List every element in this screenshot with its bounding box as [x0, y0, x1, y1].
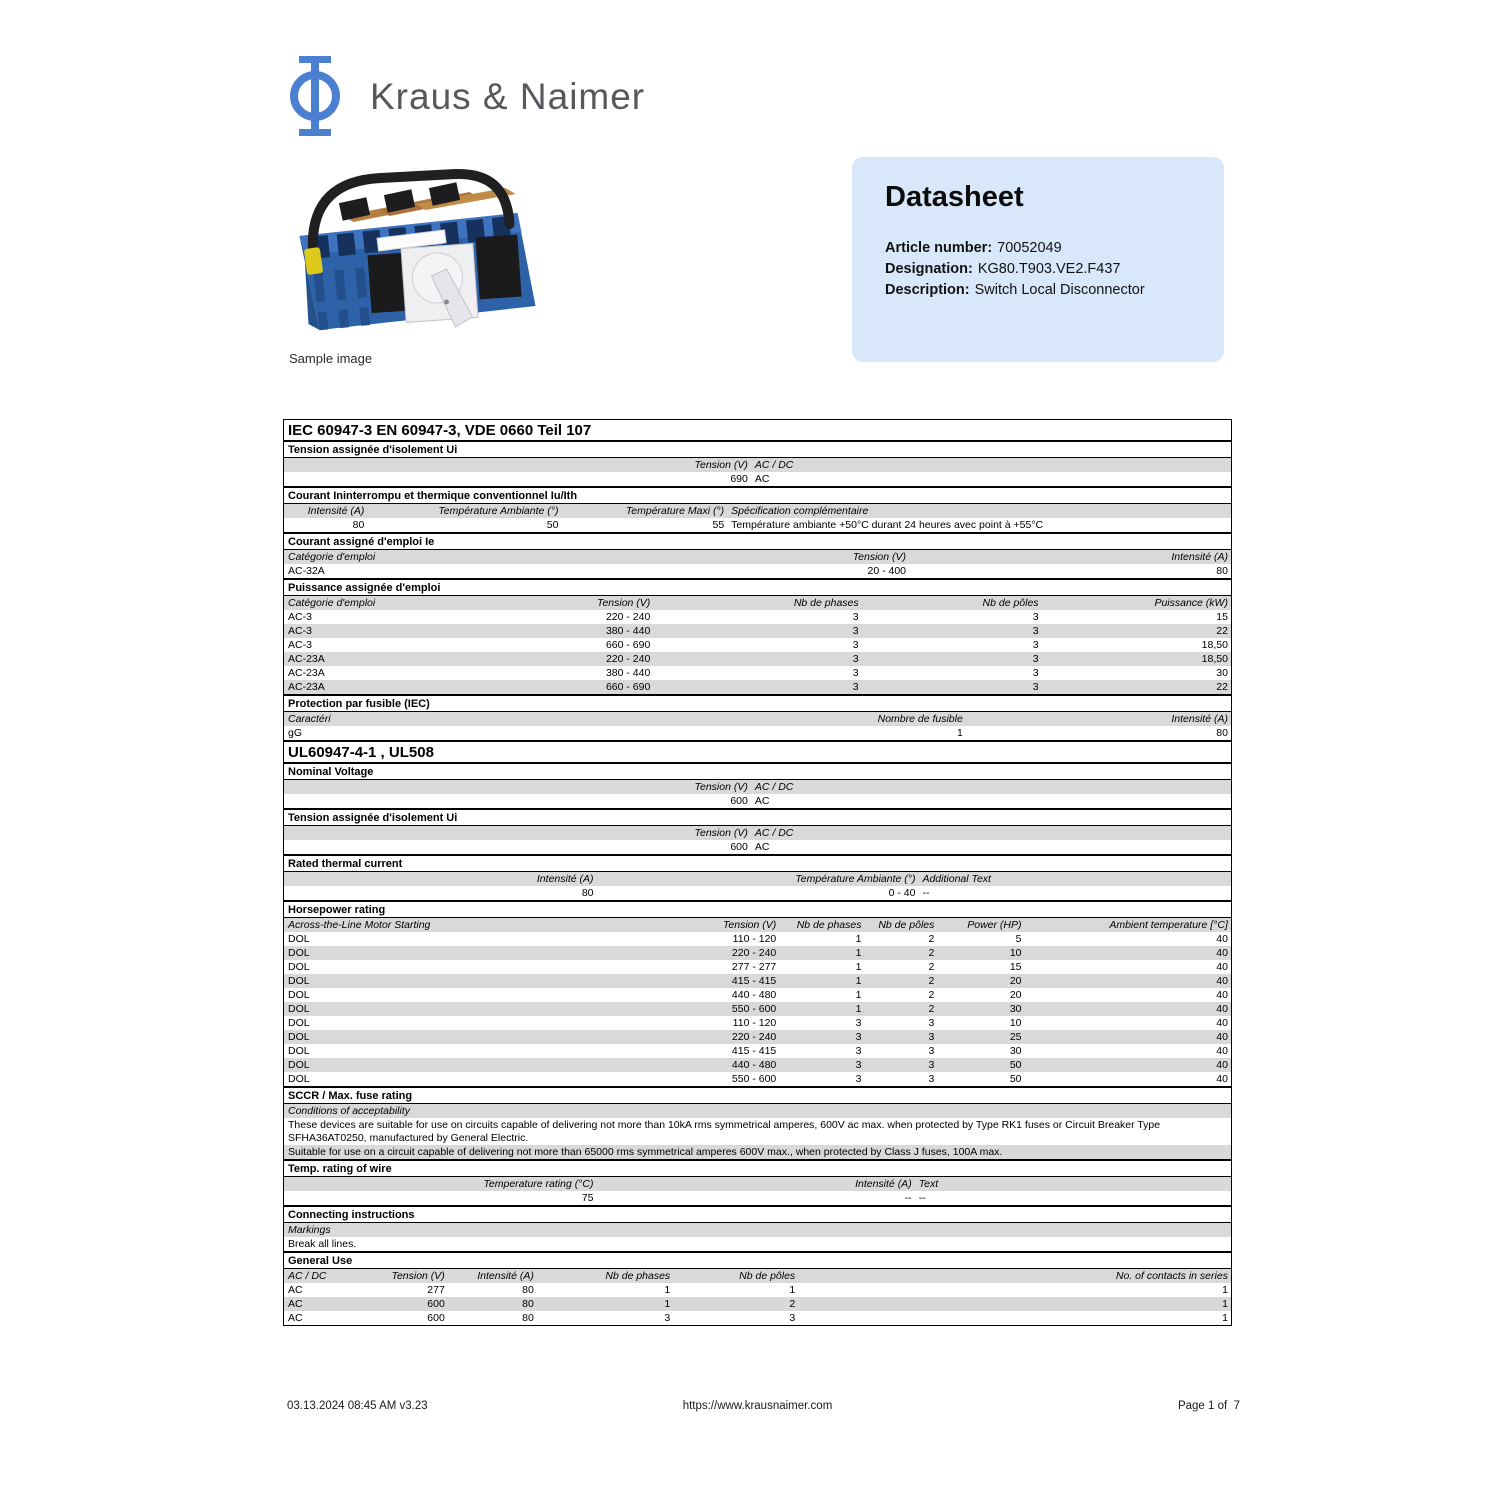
table-cell: --	[904, 1191, 912, 1204]
table-row	[284, 988, 1231, 1002]
table-cell: AC / DC	[754, 780, 794, 793]
designation-field	[885, 259, 1200, 280]
table-section-title	[284, 694, 1231, 712]
table-cell: 3	[1032, 610, 1039, 623]
table-cell: 3	[1032, 652, 1039, 665]
table-cell: Tension (V)	[722, 918, 777, 931]
table-cell: 2	[928, 932, 935, 945]
table-cell: 40	[1216, 1058, 1228, 1071]
table-cell: Courant Ininterrompu et thermique conventionnel Iu/Ith	[288, 489, 578, 502]
table-cell: 40	[1216, 960, 1228, 973]
table-cell: AC	[754, 794, 770, 807]
table-row	[284, 610, 1231, 624]
table-cell: 40	[1216, 974, 1228, 987]
table-cell: 0 - 40	[888, 886, 916, 899]
table-cell: Tension (V)	[694, 458, 748, 471]
table-cell: 1	[855, 988, 862, 1001]
table-header-row	[284, 872, 1231, 886]
table-cell: 18,50	[1201, 638, 1228, 651]
table-cell: 80	[581, 886, 594, 899]
table-row	[284, 1072, 1231, 1086]
table-cell: Intensité (A)	[1171, 550, 1228, 563]
table-section-title	[284, 900, 1231, 918]
table-cell: IEC 60947-3 EN 60947-3, VDE 0660 Teil 107	[288, 421, 592, 439]
table-cell: 660 - 690	[605, 638, 651, 651]
table-cell: Horsepower rating	[288, 903, 386, 916]
table-row	[284, 1016, 1231, 1030]
table-header-row	[284, 1177, 1231, 1191]
table-cell: 2	[928, 988, 935, 1001]
table-cell: 80	[522, 1297, 534, 1310]
table-row	[284, 1145, 1231, 1159]
footer-page-number: Page 1 of 7	[1177, 1400, 1240, 1412]
table-cell: Nb de phases	[793, 596, 859, 609]
table-cell: DOL	[288, 1072, 310, 1085]
table-cell: 1	[1222, 1297, 1228, 1310]
table-section-title	[284, 1251, 1231, 1269]
table-cell: 3	[852, 624, 859, 637]
table-cell: Température ambiante +50°C durant 24 heures avec point à +55°C	[731, 518, 1044, 531]
table-cell: --	[922, 886, 930, 899]
datasheet-title: Datasheet	[885, 181, 1024, 213]
table-cell: No. of contacts in series	[1115, 1269, 1228, 1282]
table-cell: AC-3	[288, 624, 312, 637]
table-cell: Température Maxi (°)	[625, 504, 725, 517]
table-header-row	[284, 596, 1231, 610]
table-cell: AC	[754, 472, 770, 485]
table-cell: 80	[352, 518, 365, 531]
table-cell: 3	[928, 1044, 935, 1057]
table-cell: Tension (V)	[597, 596, 651, 609]
table-section-title	[284, 854, 1231, 872]
table-header-row	[284, 918, 1231, 932]
table-section-title	[284, 1205, 1231, 1223]
table-cell: 2	[928, 946, 935, 959]
table-row	[284, 564, 1231, 578]
table-row	[284, 1297, 1231, 1311]
table-cell: DOL	[288, 960, 310, 973]
field-value: 70052049	[997, 240, 1062, 256]
table-cell: 2	[928, 1002, 935, 1015]
table-header-row	[284, 504, 1231, 518]
table-cell: 50	[1009, 1072, 1022, 1085]
table-cell: 3	[852, 638, 859, 651]
table-row	[284, 726, 1231, 740]
table-cell: 55	[712, 518, 725, 531]
table-cell: 40	[1216, 1016, 1228, 1029]
table-cell: Protection par fusible (IEC)	[288, 697, 430, 710]
table-cell: Intensité (A)	[855, 1177, 912, 1190]
table-cell: 3	[852, 680, 859, 693]
footer-date-version: 03.13.2024 08:45 AM v3.23	[287, 1400, 428, 1412]
table-cell: Connecting instructions	[288, 1208, 415, 1221]
table-cell: 440 - 480	[731, 1058, 777, 1071]
table-cell: Nb de phases	[605, 1269, 671, 1282]
table-cell: 380 - 440	[605, 624, 651, 637]
table-cell: Additional Text	[922, 872, 991, 885]
table-cell: 3	[928, 1016, 935, 1029]
table-cell: 40	[1216, 946, 1228, 959]
table-cell: DOL	[288, 1044, 310, 1057]
table-cell: 3	[855, 1030, 862, 1043]
table-cell: Tension (V)	[694, 780, 748, 793]
table-cell: 22	[1216, 680, 1228, 693]
product-photo	[283, 158, 558, 348]
table-cell: DOL	[288, 1016, 310, 1029]
table-section-title	[284, 532, 1231, 550]
table-cell: 40	[1216, 1030, 1228, 1043]
table-row	[284, 974, 1231, 988]
table-cell: Ambient temperature [°C]	[1109, 918, 1228, 931]
table-cell: AC / DC	[754, 458, 794, 471]
table-cell: 3	[1032, 666, 1039, 679]
table-cell: Puissance (kW)	[1154, 596, 1228, 609]
table-cell: gG	[288, 726, 303, 739]
table-cell: 2	[928, 974, 935, 987]
logo-text: Kraus & Naimer	[370, 76, 646, 117]
table-cell: Intensité (A)	[477, 1269, 534, 1282]
table-cell: UL60947-4-1 , UL508	[288, 743, 434, 761]
table-section-title	[284, 486, 1231, 504]
table-cell: DOL	[288, 1058, 310, 1071]
table-cell: 40	[1216, 1002, 1228, 1015]
table-row	[284, 946, 1231, 960]
table-cell: Nb de pôles	[878, 918, 935, 931]
table-cell: 3	[852, 610, 859, 623]
table-cell: 1	[956, 726, 963, 739]
table-cell: 5	[1015, 932, 1022, 945]
table-cell: Intensité (A)	[536, 872, 594, 885]
table-cell: 220 - 240	[605, 652, 651, 665]
table-cell: 80	[1216, 726, 1228, 739]
table-row	[284, 1283, 1231, 1297]
table-cell: 550 - 600	[731, 1002, 777, 1015]
table-cell: Intensité (A)	[1171, 712, 1228, 725]
table-cell: Puissance assignée d'emploi	[288, 581, 441, 594]
table-cell: 110 - 120	[732, 1016, 777, 1029]
table-cell: 3	[664, 1311, 671, 1324]
table-cell: 220 - 240	[731, 946, 777, 959]
table-cell: 75	[581, 1191, 594, 1204]
table-cell: Break all lines.	[288, 1237, 357, 1250]
table-cell: 660 - 690	[605, 680, 651, 693]
table-cell: These devices are suitable for use on circuits capable of delivering not more than 10kA rms symmetrical amperes, 600V ac max. when protected by Type RK1 fuses or Circuit Breaker Type SFHA36AT0250, manufactured by General Electric.	[288, 1118, 1161, 1144]
table-row	[284, 518, 1231, 532]
table-row	[284, 960, 1231, 974]
table-cell: 3	[855, 1072, 862, 1085]
table-cell: 3	[928, 1030, 935, 1043]
table-cell: Rated thermal current	[288, 857, 403, 870]
table-cell: 600	[730, 794, 748, 807]
table-cell: 1	[789, 1283, 796, 1296]
table-cell: Catégorie d'emploi	[288, 550, 376, 563]
table-cell: 80	[1216, 564, 1228, 577]
table-cell: AC / DC	[754, 826, 794, 839]
table-cell: 20	[1009, 974, 1022, 987]
table-header-row	[284, 1269, 1231, 1283]
field-label: Description:	[885, 282, 970, 298]
table-cell: 277 - 277	[731, 960, 777, 973]
table-cell: 690	[730, 472, 748, 485]
table-cell: 1	[1222, 1311, 1228, 1324]
table-cell: 277	[427, 1283, 445, 1296]
table-cell: Suitable for use on a circuit capable of delivering not more than 65000 rms symmetrical amperes 600V max., when protected by Class J fuses, 100A max.	[288, 1145, 1003, 1158]
table-cell: 3	[928, 1058, 935, 1071]
table-cell: 80	[522, 1283, 534, 1296]
table-cell: 440 - 480	[731, 988, 777, 1001]
phi-logo-icon	[286, 56, 344, 136]
table-row	[284, 886, 1231, 900]
table-cell: Markings	[288, 1223, 331, 1236]
table-cell: 3	[1032, 624, 1039, 637]
field-label: Designation:	[885, 261, 973, 277]
table-cell: Nb de phases	[796, 918, 862, 931]
table-cell: 415 - 415	[731, 974, 777, 987]
table-cell: 18,50	[1201, 652, 1228, 665]
table-cell: General Use	[288, 1254, 353, 1267]
table-cell: Courant assigné d'emploi Ie	[288, 535, 435, 548]
table-cell: 3	[789, 1311, 796, 1324]
table-cell: 25	[1009, 1030, 1022, 1043]
table-row	[284, 1044, 1231, 1058]
table-header-row	[284, 780, 1231, 794]
table-cell: 1	[664, 1283, 671, 1296]
table-cell: 10	[1009, 1016, 1022, 1029]
table-cell: Text	[918, 1177, 939, 1190]
switch-disconnector-image	[283, 158, 558, 348]
field-value: Switch Local Disconnector	[974, 282, 1145, 298]
table-cell: 3	[855, 1058, 862, 1071]
table-header-row	[284, 458, 1231, 472]
table-cell: Temp. rating of wire	[288, 1162, 392, 1175]
table-cell: 30	[1216, 666, 1228, 679]
table-cell: 40	[1216, 932, 1228, 945]
table-row	[284, 624, 1231, 638]
table-cell: 80	[522, 1311, 534, 1324]
table-row	[284, 652, 1231, 666]
table-cell: Tension assignée d'isolement Ui	[288, 811, 458, 824]
table-cell: Caractéri	[288, 712, 331, 725]
table-cell: 1	[855, 974, 862, 987]
table-row	[284, 638, 1231, 652]
table-row	[284, 1118, 1231, 1145]
table-row	[284, 1191, 1231, 1205]
spec-table	[283, 419, 1232, 1326]
table-cell: 50	[1009, 1058, 1022, 1071]
table-cell: 3	[852, 652, 859, 665]
table-cell: DOL	[288, 974, 310, 987]
table-cell: 22	[1216, 624, 1228, 637]
table-cell: Temperature rating (°C)	[483, 1177, 594, 1190]
table-cell: AC-3	[288, 610, 312, 623]
table-cell: 20 - 400	[867, 564, 907, 577]
table-cell: DOL	[288, 988, 310, 1001]
table-section-main-title	[284, 740, 1231, 764]
table-cell: Tension assignée d'isolement Ui	[288, 443, 458, 456]
table-section-title	[284, 764, 1231, 780]
table-cell: Tension (V)	[391, 1269, 445, 1282]
footer-url-link[interactable]: https://www.krausnaimer.com	[682, 1400, 833, 1412]
table-cell: 415 - 415	[731, 1044, 777, 1057]
table-cell: Spécification complémentaire	[731, 504, 869, 517]
table-row	[284, 1030, 1231, 1044]
table-cell: DOL	[288, 932, 310, 945]
table-cell: Température Ambiante (°)	[795, 872, 916, 885]
article-number-field	[885, 238, 1200, 259]
table-cell: 20	[1009, 988, 1022, 1001]
table-section-title	[284, 1159, 1231, 1177]
table-cell: 600	[427, 1297, 445, 1310]
table-cell: 1	[855, 932, 862, 945]
table-cell: SCCR / Max. fuse rating	[288, 1089, 413, 1102]
table-section-title	[284, 1086, 1231, 1104]
description-field	[885, 280, 1200, 301]
table-row	[284, 1237, 1231, 1251]
table-cell: 3	[1032, 680, 1039, 693]
table-cell: 600	[427, 1311, 445, 1324]
table-cell: DOL	[288, 1002, 310, 1015]
table-cell: 3	[855, 1044, 862, 1057]
field-label: Article number:	[885, 240, 993, 256]
table-row	[284, 932, 1231, 946]
table-row	[284, 794, 1231, 808]
table-row	[284, 1058, 1231, 1072]
table-cell: 1	[855, 1002, 862, 1015]
table-cell: 2	[928, 960, 935, 973]
table-cell: 1	[855, 960, 862, 973]
table-cell: 600	[730, 840, 748, 853]
datasheet-card	[852, 157, 1224, 362]
table-section-title	[284, 808, 1231, 826]
table-cell: Power (HP)	[967, 918, 1022, 931]
table-cell: AC	[754, 840, 770, 853]
table-cell: 40	[1216, 988, 1228, 1001]
table-cell: 3	[855, 1016, 862, 1029]
table-section-main-title	[284, 420, 1231, 442]
table-row	[284, 1002, 1231, 1016]
table-cell: 1	[855, 946, 862, 959]
table-row	[284, 666, 1231, 680]
table-cell: 40	[1216, 1044, 1228, 1057]
table-cell: Tension (V)	[694, 826, 748, 839]
table-row	[284, 680, 1231, 694]
table-cell: --	[918, 1191, 926, 1204]
table-cell: 2	[789, 1297, 796, 1310]
table-cell: 15	[1216, 610, 1228, 623]
table-cell: Catégorie d'emploi	[288, 596, 376, 609]
table-cell: 10	[1009, 946, 1022, 959]
table-cell: AC / DC	[288, 1269, 327, 1282]
table-cell: 15	[1009, 960, 1022, 973]
table-cell: 110 - 120	[732, 932, 777, 945]
table-cell: AC-23A	[288, 680, 325, 693]
table-cell: Nombre de fusible	[877, 712, 963, 725]
field-value: KG80.T903.VE2.F437	[977, 261, 1121, 277]
table-cell: 50	[546, 518, 559, 531]
table-cell: AC	[288, 1297, 303, 1310]
table-header-row	[284, 550, 1231, 564]
table-cell: 3	[928, 1072, 935, 1085]
sample-image-caption: Sample image	[289, 351, 373, 366]
table-cell: Nominal Voltage	[288, 765, 374, 778]
table-cell: Température Ambiante (°)	[438, 504, 559, 517]
table-cell: 40	[1216, 1072, 1228, 1085]
table-cell: Conditions of acceptability	[288, 1104, 410, 1117]
table-cell: AC-23A	[288, 666, 325, 679]
table-row	[284, 840, 1231, 854]
table-cell: AC-3	[288, 638, 312, 651]
table-section-title	[284, 578, 1231, 596]
table-cell: DOL	[288, 946, 310, 959]
table-cell: Tension (V)	[852, 550, 907, 563]
table-cell: DOL	[288, 1030, 310, 1043]
table-cell: AC	[288, 1283, 303, 1296]
table-cell: 220 - 240	[605, 610, 651, 623]
table-section-title	[284, 442, 1231, 458]
kraus-naimer-logo	[286, 56, 645, 136]
table-cell: AC	[288, 1311, 303, 1324]
table-header-row	[284, 712, 1231, 726]
table-cell: 380 - 440	[605, 666, 651, 679]
table-header-row	[284, 826, 1231, 840]
table-cell: 220 - 240	[731, 1030, 777, 1043]
table-cell: 550 - 600	[731, 1072, 777, 1085]
table-cell: 1	[1222, 1283, 1228, 1296]
page-footer	[283, 1400, 1240, 1416]
table-cell: 30	[1009, 1002, 1022, 1015]
table-cell: Nb de pôles	[982, 596, 1039, 609]
table-header-row	[284, 1223, 1231, 1237]
table-cell: 3	[1032, 638, 1039, 651]
table-row	[284, 1311, 1231, 1325]
table-cell: Nb de pôles	[739, 1269, 796, 1282]
table-cell: AC-23A	[288, 652, 325, 665]
table-row	[284, 472, 1231, 486]
table-cell: Across-the-Line Motor Starting	[288, 918, 431, 931]
table-header-row	[284, 1104, 1231, 1118]
table-cell: Intensité (A)	[307, 504, 365, 517]
table-cell: AC-32A	[288, 564, 325, 577]
table-cell: 1	[664, 1297, 671, 1310]
table-cell: 30	[1009, 1044, 1022, 1057]
table-cell: 3	[852, 666, 859, 679]
